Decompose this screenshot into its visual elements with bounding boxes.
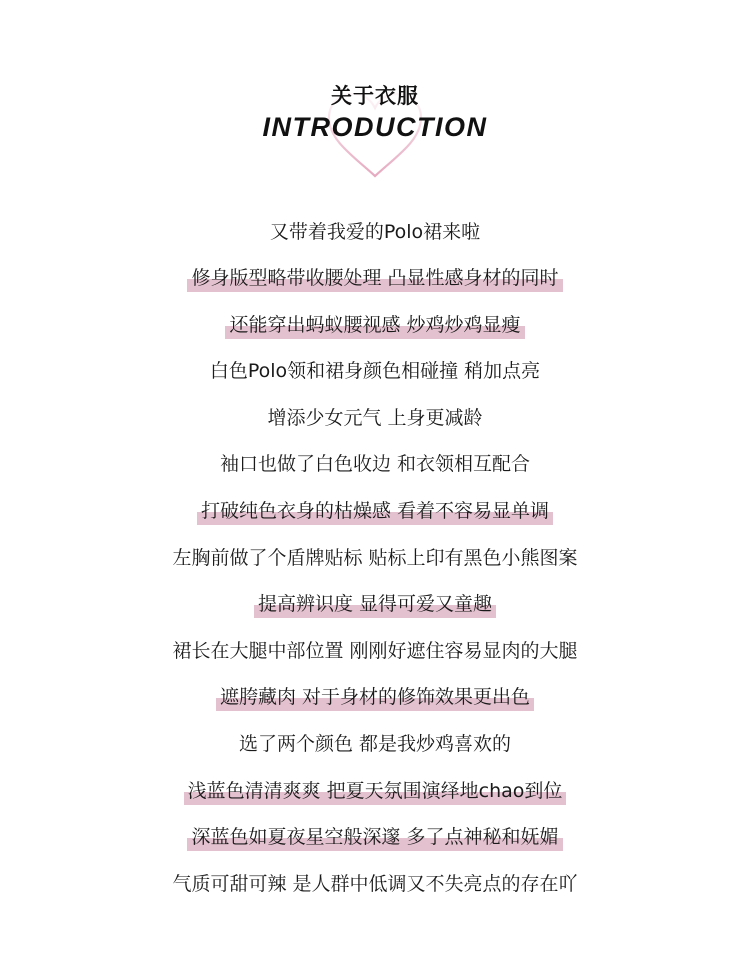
- line-text: 裙长在大腿中部位置 刚刚好遮住容易显肉的大腿: [172, 639, 578, 662]
- highlighted-line-text: 浅蓝色清清爽爽 把夏天氛围演绎地chao到位: [184, 777, 567, 805]
- description-line: [0, 534, 750, 581]
- section-header: [0, 70, 750, 170]
- line-text: 气质可甜可辣 是人群中低调又不失亮点的存在吖: [172, 872, 578, 895]
- description-line: [0, 348, 750, 395]
- description-line: [0, 255, 750, 302]
- title-english: INTRODUCTION: [262, 112, 488, 142]
- description-line: [0, 394, 750, 441]
- description-line: [0, 721, 750, 768]
- line-text: 袖口也做了白色收边 和衣领相互配合: [219, 453, 531, 476]
- line-text: 又带着我爱的Polo裙来啦: [269, 220, 481, 243]
- line-text: 选了两个颜色 都是我炒鸡喜欢的: [238, 733, 512, 756]
- highlighted-line-text: 打破纯色衣身的枯燥感 看着不容易显单调: [197, 497, 553, 525]
- highlighted-line-text: 遮胯藏肉 对于身材的修饰效果更出色: [216, 683, 534, 711]
- description-line: [0, 301, 750, 348]
- highlighted-line-text: 修身版型略带收腰处理 凸显性感身材的同时: [187, 264, 562, 292]
- description-line: [0, 441, 750, 488]
- highlighted-line-text: 提高辨识度 显得可爱又童趣: [254, 590, 496, 618]
- line-text: 左胸前做了个盾牌贴标 贴标上印有黑色小熊图案: [172, 546, 578, 569]
- description-list: [0, 208, 750, 907]
- line-text: 增添少女元气 上身更减龄: [267, 406, 483, 429]
- description-line: [0, 814, 750, 861]
- title-chinese: 关于衣服: [331, 84, 419, 108]
- description-line: [0, 208, 750, 255]
- description-line: [0, 581, 750, 628]
- description-line: [0, 860, 750, 907]
- line-text: 白色Polo领和裙身颜色相碰撞 稍加点亮: [209, 360, 541, 383]
- description-line: [0, 674, 750, 721]
- highlighted-line-text: 深蓝色如夏夜星空般深邃 多了点神秘和妩媚: [187, 823, 562, 851]
- description-line: [0, 627, 750, 674]
- highlighted-line-text: 还能穿出蚂蚁腰视感 炒鸡炒鸡显瘦: [225, 311, 524, 339]
- description-line: [0, 767, 750, 814]
- description-line: [0, 488, 750, 535]
